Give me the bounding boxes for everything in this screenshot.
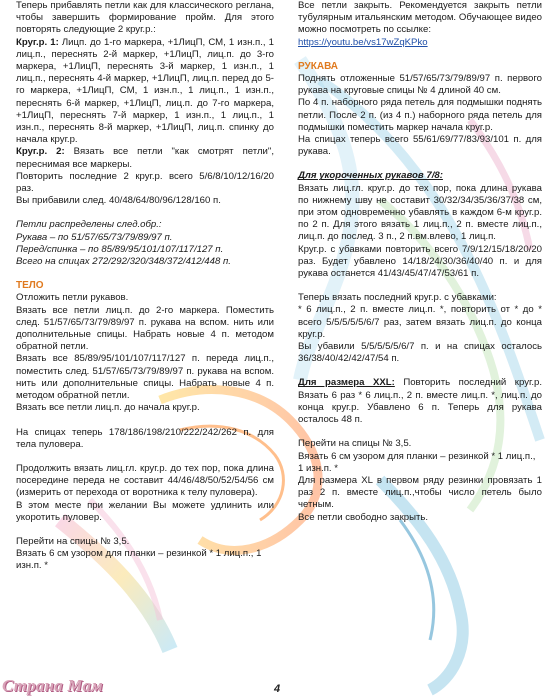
distribution-total: Всего на спицах 272/292/320/348/372/412/448 п. xyxy=(16,256,231,268)
intro-text: Теперь прибавлять петли как для классического реглана, чтобы завершить формирование пройм. Для этого повторять следующие 2 круг.р.: xyxy=(16,0,274,36)
body-step-5: На спицах теперь 178/186/198/210/222/242/262 п. для тела пуловера. xyxy=(16,426,274,450)
spacer xyxy=(298,426,542,438)
distribution-sleeves: Рукава – по 51/57/65/73/79/89/97 п. xyxy=(16,231,173,243)
xxl-paragraph xyxy=(298,377,542,426)
distribution-title: Петли распределены след.обр.: xyxy=(16,219,162,231)
sleeve-step-4: Вязать лиц.гл. круг.р. до тех пор, пока длина рукава по нижнему шву не составит 30/32/34/35/36/37/38 см, при этом одновременно убавлять в каждом 6-м круг.р. по 2 п. Для этого вязать 1 лиц.п., 2 п. вместе лиц.п., лиц.п. до послед. 3 п., 2 п.вм.влево, 1 лиц.п. xyxy=(298,182,542,243)
sleeve-step-2: По 4 п. наборного ряда петель для подмышки поднять петли. После 2 п. (из 4 п.) наборного ряда петель для подмышки поместить маркер начала круг.р. xyxy=(298,97,542,133)
spacer xyxy=(298,280,542,292)
repeat-text: Повторить последние 2 круг.р. всего 5/6/8/10/12/16/20 раз. xyxy=(16,170,274,195)
body-step-3: Вязать все 85/89/95/101/107/117/127 п. переда лиц.п., поместить след. 51/57/65/73/79/89/97 п. рукава на вспом. нить или дополнительные спицы. Набрать новые 4 п. методом обратной петли. xyxy=(16,353,274,402)
left-column xyxy=(16,0,274,573)
spacer xyxy=(16,451,274,463)
round-1-paragraph xyxy=(16,37,274,147)
page-number: 4 xyxy=(274,683,281,695)
body-step-4: Вязать все петли лиц.п. до начала круг.р. xyxy=(16,402,200,414)
body-step-1: Отложить петли рукавов. xyxy=(16,292,129,304)
round-2-paragraph xyxy=(16,146,274,170)
sleeve-step-1: Поднять отложенные 51/57/65/73/79/89/97 п. первого рукава на круговые спицы № 4 длиной 40 см. xyxy=(298,73,542,97)
body-step-2: Вязать все петли лиц.п. до 2-го маркера. Поместить след. 51/57/65/73/79/89/97 п. рукава на вспом. нить или дополнительные спицы. Набрать новые 4 п. методом обратной петли. xyxy=(16,304,274,353)
short-sleeves-title: Для укороченных рукавов 7/8: xyxy=(298,170,443,182)
spacer xyxy=(298,158,542,170)
sleeves-heading: РУКАВА xyxy=(298,60,339,72)
site-logo: Страна Мам xyxy=(2,676,104,695)
body-heading: ТЕЛО xyxy=(16,280,44,292)
body-step-9: Вязать 6 см узором для планки – резинкой * 1 лиц.п., 1 изн.п. * xyxy=(16,548,262,572)
round-1-label: Круг.р. 1: xyxy=(16,36,59,48)
body-step-8: Перейти на спицы № 3,5. xyxy=(16,535,130,547)
sleeve-step-10: Вязать 6 см узором для планки – резинкой * 1 лиц.п., 1 изн.п. * xyxy=(298,450,536,474)
bind-off-text: Все петли закрыть. Рекомендуется закрыть петли тубулярным итальянским методом. Обучающее видео можно посмотреть по ссылке: xyxy=(298,0,542,36)
spacer xyxy=(16,524,274,536)
sleeve-step-12: Все петли свободно закрыть. xyxy=(298,511,429,523)
body-step-6: Продолжить вязать лиц.гл. круг.р. до тех пор, пока длина посередине переда не составит 44/46/48/50/52/54/56 см (измерить от перехода от воротника к телу пуловера). xyxy=(16,462,274,499)
distribution-front-back: Перед/спинка – по 85/89/95/101/107/117/127 п. xyxy=(16,243,224,255)
spacer xyxy=(16,207,274,219)
sleeve-step-6: Теперь вязать последний круг.р. с убавками: xyxy=(298,292,497,304)
video-link[interactable]: https://youtu.be/vs17wZqKPko xyxy=(298,36,428,48)
sleeve-step-11: Для размера XL в первом ряду резинки провязать 1 раз 2 п. вместе лиц.п.,чтобы число петель было четным. xyxy=(298,474,542,511)
spacer xyxy=(298,49,542,61)
sleeve-step-3: На спицах теперь всего 55/61/69/77/83/93/101 п. для рукава. xyxy=(298,134,542,158)
sleeve-step-8: Вы убавили 5/5/5/5/5/6/7 п. и на спицах осталось 36/38/40/42/42/47/54 п. xyxy=(298,341,542,365)
round-2-label: Круг.р. 2: xyxy=(16,146,65,158)
body-step-7: В этом месте при желании Вы можете удлинить или укоротить пуловер. xyxy=(16,499,274,523)
added-text: Вы прибавили след. 40/48/64/80/96/128/160 п. xyxy=(16,195,221,207)
sleeve-step-7: * 6 лиц.п., 2 п. вместе лиц.п. *, повторить от * до * всего 5/5/5/5/5/6/7 раз, затем вязать лиц.п. до конца круг.р. xyxy=(298,304,542,340)
right-column xyxy=(298,0,542,524)
spacer xyxy=(16,268,274,280)
sleeve-step-5: Круг.р. с убавками повторить всего 7/9/12/15/18/20/20 раз. Будет убавлено 14/18/24/30/36/40/40 п. и для рукава останется 41/43/45/47/47/53/61 п. xyxy=(298,243,542,280)
xxl-label: Для размера XXL: xyxy=(298,377,395,389)
sleeve-step-9: Перейти на спицы № 3,5. xyxy=(298,438,412,450)
xxl-text: Повторить последний круг.р. Вязать 6 раз * 6 лиц.п., 2 п. вместе лиц.п. *, лиц.п. до конца круг.р. Убавлено 6 п. Теперь для рукава осталось 48 п. xyxy=(298,377,542,426)
round-1-text: Лицп. до 1-го маркера, +1ЛицП, СМ, 1 изн.п., 1 лиц.п., переснять 2-й маркер, +1ЛицП, лиц.п. до 3-го маркера, +1ЛицП, переснять 3-й маркер, 1 изн.п., 1 лиц.п., переснять 4-й маркер, +1ЛицП, лиц.п. перед до 5-го маркера, +1ЛицП, СМ, 1 изн.п., 1 лиц.п., 1 изн.п., переснять 6-й маркер, +1ЛицП, лиц.п. до 7-го маркера, +1ЛицП, переснять 7-й маркер, 1 изн.п., 1 лиц.п., 1 изн.п., переснять 8-й маркер, +1ЛицП, лиц.п. спинку до начала круг.р. xyxy=(16,36,274,146)
spacer xyxy=(16,415,274,427)
round-2-text: Вязать все петли "как смотрят петли", переснимая все маркеры. xyxy=(16,146,274,170)
spacer xyxy=(298,365,542,377)
